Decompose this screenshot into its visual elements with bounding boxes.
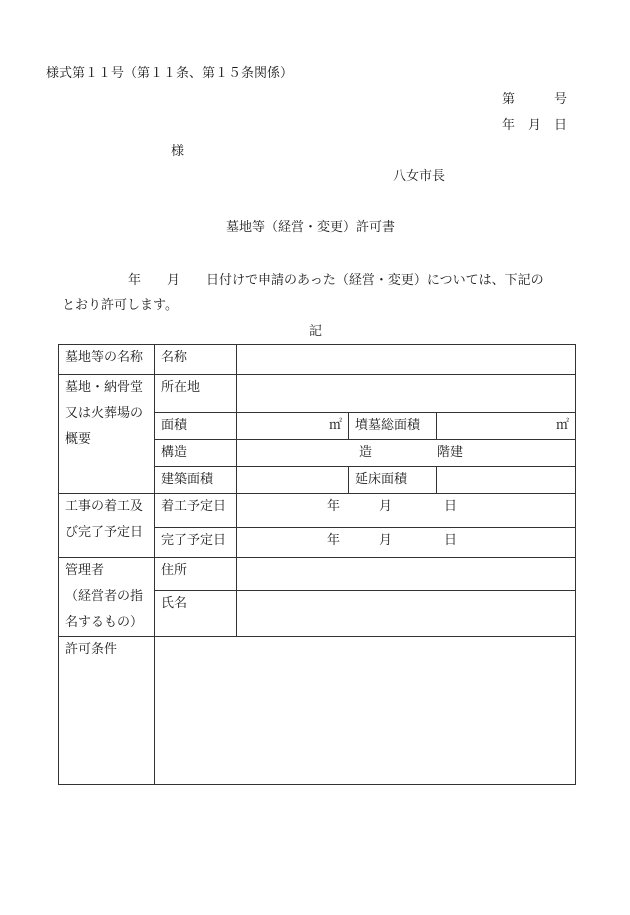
end-date-label: 完了予定日: [155, 528, 237, 558]
issue-date: 年 月 日: [502, 118, 568, 133]
area-label: 面積: [155, 413, 237, 440]
grave-total-area-unit: ㎡: [556, 418, 570, 433]
person-name-label: 氏名: [155, 591, 237, 637]
address-row: [59, 558, 576, 591]
name-sublabel: 名称: [155, 345, 237, 375]
address-field[interactable]: [237, 558, 576, 591]
facility-name-label: 墓地等の名称: [59, 345, 155, 375]
permit-form-table: [58, 344, 576, 785]
issuer: 八女市長: [393, 169, 446, 184]
body-line-1: 年 月 日付けで申請のあった（経営・変更）については、下記の: [128, 273, 544, 288]
conditions-field[interactable]: [155, 637, 576, 785]
location-field[interactable]: [237, 375, 576, 413]
ki-heading: 記: [309, 324, 323, 339]
location-row: [59, 375, 576, 413]
body-line-2: とおり許可します。: [62, 298, 178, 313]
floor-area-label: 延床面積: [349, 467, 437, 494]
area-field[interactable]: [237, 413, 349, 440]
area-unit: ㎡: [328, 418, 342, 433]
document-number: 第 号: [502, 92, 568, 107]
facility-name-row: [59, 345, 576, 375]
start-date-label: 着工予定日: [155, 494, 237, 528]
addressee-suffix: 様: [171, 144, 185, 159]
structure-label: 構造: [155, 440, 237, 467]
conditions-label: 許可条件: [59, 637, 155, 785]
grave-total-area-field[interactable]: [437, 413, 576, 440]
start-date-field[interactable]: 年 月 日: [237, 494, 576, 528]
form-number: 様式第１１号（第１１条、第１５条関係）: [46, 66, 294, 81]
building-area-field[interactable]: [237, 467, 349, 494]
facility-name-field[interactable]: [237, 345, 576, 375]
document-title: 墓地等（経営・変更）許可書: [226, 220, 396, 235]
structure-field[interactable]: 造 階建: [237, 440, 576, 467]
address-label: 住所: [155, 558, 237, 591]
construction-label: 工事の着工及 び完了予定日: [59, 494, 155, 558]
location-label: 所在地: [155, 375, 237, 413]
floor-area-field[interactable]: [437, 467, 576, 494]
overview-label: 墓地・納骨堂 又は火葬場の 概要: [59, 375, 155, 494]
building-area-label: 建築面積: [155, 467, 237, 494]
person-name-field[interactable]: [237, 591, 576, 637]
grave-total-area-label: 墳墓総面積: [349, 413, 437, 440]
manager-label: 管理者 （経営者の指 名するもの）: [59, 558, 155, 637]
start-date-row: [59, 494, 576, 528]
conditions-row: [59, 637, 576, 785]
end-date-field[interactable]: 年 月 日: [237, 528, 576, 558]
